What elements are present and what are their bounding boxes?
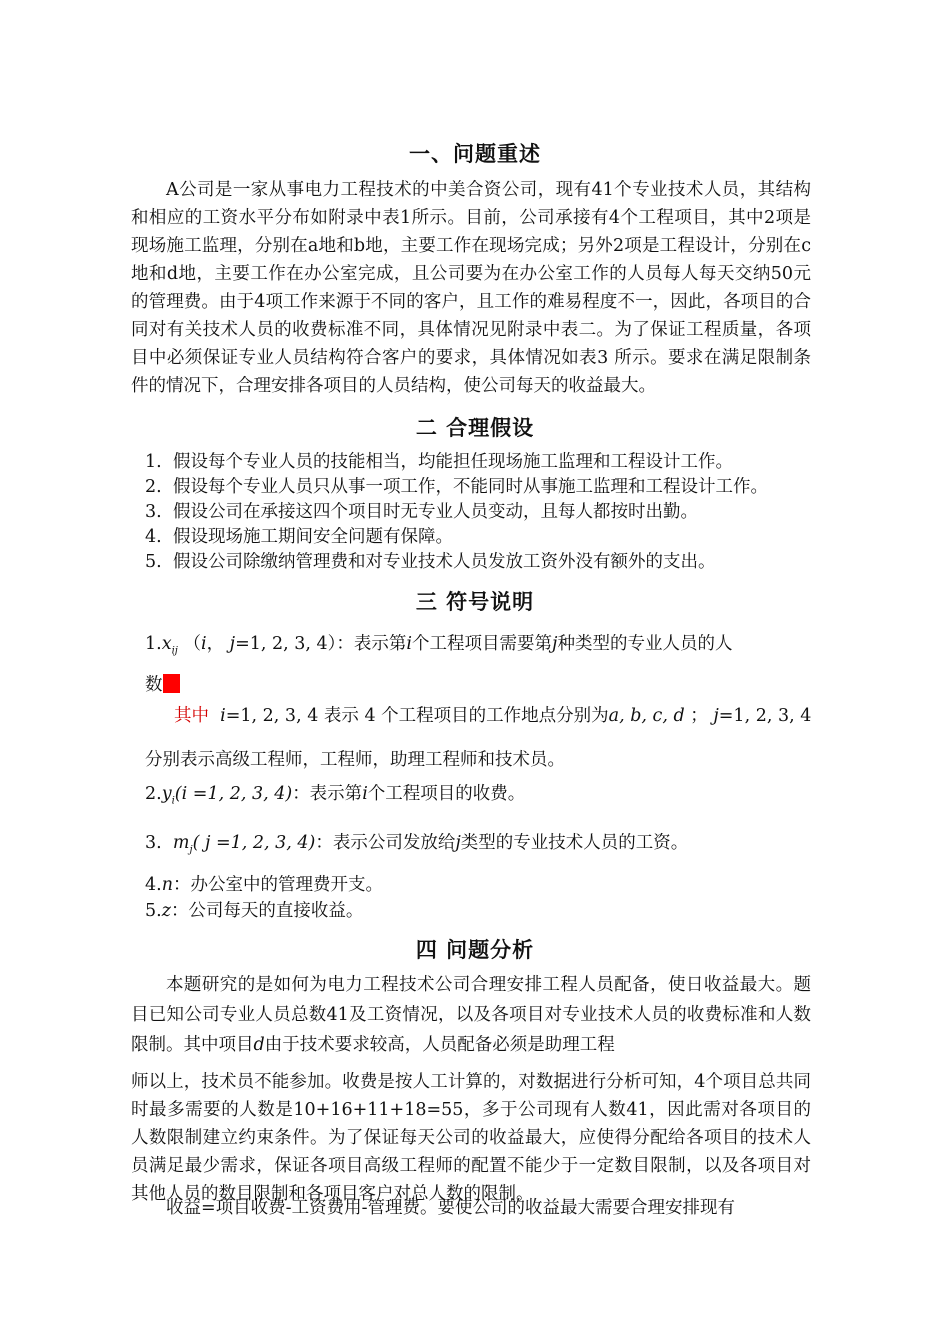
description-text: 类型的专业技术人员的工资。 (460, 833, 689, 853)
note-label: 其中 (174, 706, 209, 726)
symbol-subscript: i (171, 795, 175, 807)
symbol-i: i (220, 706, 226, 726)
problem-restatement-paragraph: A公司是一家从事电力工程技术的中美合资公司，现有41个专业技术人员，其结构和相应的工资水平分布如附录中表1所示。目前，公司承接有4个工程项目，其中2项是现场施工监理，分别在a地和b地，主要工作在现场完成；另外2项是工程设计，分别在c地和d地，主要工作在办公室完成，且公司要为在办公室工作的人员每人每天交纳50元的管理费。由于4项工作来源于不同的客户，且工作的难易程度不一，因此，各项目的合同对有关技术人员的收费标准不同，具体情况见附录中表二。为了保证工程质量，各项目中必须保证专业人员结构符合客户的要求，具体情况如表3 所示。要求在满足限制条件的情况下，合理安排各项目的人员结构，使公司每天的收益最大。 (131, 180, 811, 396)
item-number: 1. (145, 634, 162, 654)
analysis-paragraph-2: 师以上，技术员不能参加。收费是按人工计算的，对数据进行分析可知，4个项目总共同时最多需要的人数是10+16+11+18=55，多于公司现有人数41，因此需对各项目的人数限制建立约束条件。为了保证每天公司的收益最大，应使得分配给各项目的技术人员满足最少需求，保证各项目高级工程师的配置不能少于一定数目限制，以及各项目对其他人员的数目限制和各项目客户对总人数的限制。 (131, 1072, 811, 1204)
symbol-z: z (161, 901, 171, 921)
symbol-y: y (161, 784, 172, 804)
notation-item-1-continued (145, 673, 180, 697)
symbol-m: m (172, 833, 190, 853)
symbol-j: j (713, 706, 719, 726)
red-highlight-mark (163, 674, 180, 693)
item-text: 假设公司在承接这四个项目时无专业人员变动，且每人都按时出勤。 (173, 502, 698, 522)
semicolon: ； (690, 706, 708, 726)
condition-text: (i =1, 2, 3, 4) (174, 784, 293, 804)
assumption-item (145, 450, 825, 475)
note-text: =1, 2, 3, 4 (718, 706, 812, 726)
notation-item-5 (145, 899, 363, 923)
notation-item-2 (145, 782, 525, 814)
item-number: 4. (145, 875, 162, 895)
item-number: 4. (145, 527, 162, 547)
analysis-text: 由于技术要求较高，人员配备必须是助理工程 (264, 1035, 615, 1055)
section-title-problem-restatement: 一、问题重述 (409, 142, 541, 166)
analysis-text: 本题研究的是如何为电力工程技术公司合理安排工程人员配备，使日收益最大。题目已知公司专业人员总数41及工资情况，以及各项目对专业技术人员的收费标准和人数限制。其中项目 (131, 975, 811, 1055)
range-text: =1, 2, 3, 4）：表示第 (235, 634, 407, 654)
item-text: 假设现场施工期间安全问题有保障。 (173, 527, 453, 547)
item-number: 3. (145, 502, 162, 522)
places-symbols: a, b, c, d (608, 706, 685, 726)
symbol-x: x (161, 634, 172, 654)
section-title-assumptions: 二 合理假设 (415, 416, 535, 440)
symbol-d: d (253, 1035, 265, 1055)
notation-item-3 (145, 831, 688, 863)
assumption-item (145, 475, 825, 500)
symbol-subscript: j (189, 844, 193, 856)
symbol-i: i (362, 784, 368, 804)
assumption-item (145, 525, 825, 550)
description-text: ：表示第 (292, 784, 363, 804)
symbol-i: i (200, 634, 207, 654)
description-text: ：公司每天的直接收益。 (170, 901, 364, 921)
description-text: 个工程项目的收费。 (367, 784, 526, 804)
section-title-analysis: 四 问题分析 (415, 938, 535, 962)
notation-item-1 (145, 632, 732, 664)
assumption-item (145, 550, 825, 575)
paren: （ (183, 634, 201, 654)
note-text: =1, 2, 3, 4 表示 4 个工程项目的工作地点分别为 (225, 706, 609, 726)
analysis-paragraph-1 (131, 970, 811, 1060)
symbol-subscript: ij (171, 645, 178, 657)
assumption-item (145, 500, 825, 525)
item-number: 5. (145, 901, 162, 921)
symbol-j: j (552, 634, 558, 654)
notation-note-continued: 分别表示高级工程师，工程师，助理工程师和技术员。 (145, 750, 565, 770)
description-text: 数 (145, 675, 163, 695)
item-number: 2. (145, 477, 162, 497)
item-number: 2. (145, 784, 162, 804)
item-number: 1. (145, 452, 162, 472)
comma: ， (206, 634, 225, 654)
symbol-j: j (455, 833, 461, 853)
analysis-paragraph-3: 收益=项目收费-工资费用-管理费。要使公司的收益最大需要合理安排现有 (166, 1198, 735, 1218)
symbol-n: n (161, 875, 173, 895)
item-text: 假设每个专业人员只从事一项工作，不能同时从事施工监理和工程设计工作。 (173, 477, 768, 497)
description-text: ：办公室中的管理费开支。 (172, 875, 383, 895)
description-text: ：表示公司发放给 (315, 833, 456, 853)
item-number: 5. (145, 552, 162, 572)
description-text: 个工程项目需要第 (412, 634, 553, 654)
item-text: 假设每个专业人员的技能相当，均能担任现场施工监理和工程设计工作。 (173, 452, 733, 472)
item-text: 假设公司除缴纳管理费和对专业技术人员发放工资外没有额外的支出。 (173, 552, 716, 572)
notation-item-4 (145, 873, 383, 897)
assumption-list (145, 450, 825, 575)
symbol-i: i (406, 634, 413, 654)
condition-text: ( j =1, 2, 3, 4) (192, 833, 316, 853)
notation-note (174, 704, 811, 728)
description-text: 种类型的专业人员的人 (557, 634, 733, 654)
symbol-j: j (229, 634, 236, 654)
item-number: 3. (145, 833, 162, 853)
section-title-notation: 三 符号说明 (415, 590, 535, 614)
